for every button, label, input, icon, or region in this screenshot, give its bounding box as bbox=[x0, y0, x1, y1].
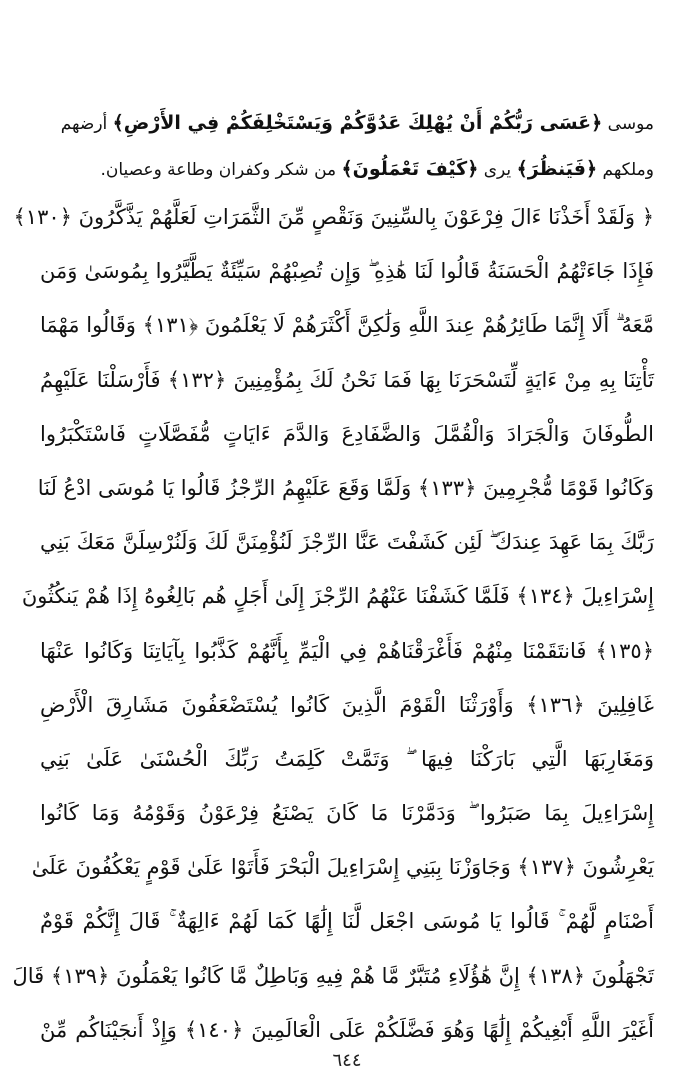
verse-line: أَغَيْرَ اللَّهِ أَبْغِيكُمْ إِلَٰهًا وَهُوَ فَضَّلَكُمْ عَلَى الْعَالَمِينَ ﴿١٤٠﴾ وَإِذْ أَنجَيْنَاكُم مِّنْ bbox=[40, 1017, 654, 1042]
commentary-line-2 bbox=[40, 146, 654, 192]
commentary-text: وملكهم bbox=[597, 160, 654, 180]
verse-line: الطُّوفَانَ وَالْجَرَادَ وَالْقُمَّلَ وَالضَّفَادِعَ وَالدَّمَ ءَايَاتٍ مُّفَصَّلَاتٍ فَاسْتَكْبَرُوا bbox=[40, 421, 654, 446]
commentary-text: يرى bbox=[478, 160, 517, 180]
tafsir-commentary bbox=[40, 100, 654, 192]
verse-line: تَجْهَلُونَ ﴿١٣٨﴾ إِنَّ هَٰؤُلَاءِ مُتَبَّرٌ مَّا هُمْ فِيهِ وَبَاطِلٌ مَّا كَانُوا يَعْمَلُونَ ﴿١٣٩﴾ قَالَ bbox=[12, 963, 654, 988]
verse-line: غَافِلِينَ ﴿١٣٦﴾ وَأَوْرَثْنَا الْقَوْمَ الَّذِينَ كَانُوا يُسْتَضْعَفُونَ مَشَارِقَ الْأَرْضِ bbox=[40, 692, 654, 717]
quran-quote: ﴿عَسَى رَبُّكُمْ أَنْ يُهْلِكَ عَدُوَّكُمْ وَيَسْتَخْلِفَكُمْ فِي الأَرْضِ﴾ bbox=[112, 112, 603, 134]
verse-line: ﴿ وَلَقَدْ أَخَذْنَا ءَالَ فِرْعَوْنَ بِالسِّنِينَ وَنَقْصٍ مِّنَ الثَّمَرَاتِ لَعَلَّهُمْ يَذَّكَّرُونَ ﴿١٣٠﴾ bbox=[13, 205, 654, 229]
quran-quote: ﴿فَيَنظُرَ﴾ bbox=[516, 158, 598, 180]
commentary-text: من شكر وكفران وطاعة وعصيان. bbox=[100, 160, 342, 180]
verse-line: يَعْرِشُونَ ﴿١٣٧﴾ وَجَاوَزْنَا بِبَنِي إِسْرَاءِيلَ الْبَحْرَ فَأَتَوْا عَلَىٰ قَوْمٍ يَعْكُفُونَ عَلَىٰ bbox=[31, 855, 654, 880]
quran-quote: ﴿كَيْفَ تَعْمَلُونَ﴾ bbox=[341, 158, 479, 180]
verse-line: إِسْرَاءِيلَ بِمَا صَبَرُوا ۖ وَدَمَّرْنَا مَا كَانَ يَصْنَعُ فِرْعَوْنُ وَقَوْمُهُ وَمَا كَانُوا bbox=[40, 801, 654, 826]
page-number: ٦٤٤ bbox=[332, 1050, 362, 1071]
verse-line: تَأْتِنَا بِهِ مِنْ ءَايَةٍ لِّتَسْحَرَنَا بِهَا فَمَا نَحْنُ لَكَ بِمُؤْمِنِينَ ﴿١٣٢﴾ فَأَرْسَلْنَا عَلَيْهِمُ bbox=[40, 367, 654, 392]
verse-line: وَكَانُوا قَوْمًا مُّجْرِمِينَ ﴿١٣٣﴾ وَلَمَّا وَقَعَ عَلَيْهِمُ الرِّجْزُ قَالُوا يَا مُوسَى ادْعُ لَنَا bbox=[37, 475, 654, 500]
quran-verses bbox=[12, 190, 654, 1057]
verse-line: إِسْرَاءِيلَ ﴿١٣٤﴾ فَلَمَّا كَشَفْنَا عَنْهُمُ الرِّجْزَ إِلَىٰ أَجَلٍ هُم بَالِغُوهُ إِذَا هُمْ يَنكُثُونَ bbox=[21, 584, 654, 609]
commentary-text: موسى bbox=[602, 114, 654, 134]
verse-line: ﴿١٣٥﴾ فَانتَقَمْنَا مِنْهُمْ فَأَغْرَقْنَاهُمْ فِي الْيَمِّ بِأَنَّهُمْ كَذَّبُوا بِآيَاتِنَا وَكَانُوا عَنْهَا bbox=[40, 638, 654, 663]
commentary-text: أرضهم bbox=[60, 114, 113, 134]
verse-line: فَإِذَا جَاءَتْهُمُ الْحَسَنَةُ قَالُوا لَنَا هَٰذِهِ ۖ وَإِن تُصِبْهُمْ سَيِّئَةٌ يَطَّيَّرُوا بِمُوسَىٰ وَمَن bbox=[40, 259, 654, 284]
commentary-line-1 bbox=[40, 100, 654, 146]
verse-line: مَّعَهُ ۗ أَلَا إِنَّمَا طَائِرُهُمْ عِندَ اللَّهِ وَلَٰكِنَّ أَكْثَرَهُمْ لَا يَعْلَمُونَ ﴿١٣١﴾ وَقَالُوا مَهْمَا bbox=[40, 313, 654, 338]
verse-line: وَمَغَارِبَهَا الَّتِي بَارَكْنَا فِيهَا ۖ وَتَمَّتْ كَلِمَتُ رَبِّكَ الْحُسْنَىٰ عَلَىٰ بَنِي bbox=[40, 746, 654, 771]
verse-line: أَصْنَامٍ لَّهُمْ ۚ قَالُوا يَا مُوسَى اجْعَل لَّنَا إِلَٰهًا كَمَا لَهُمْ ءَالِهَةٌ ۚ قَالَ إِنَّكُمْ قَوْمٌ bbox=[40, 909, 654, 934]
verse-line: رَبَّكَ بِمَا عَهِدَ عِندَكَ ۖ لَئِن كَشَفْتَ عَنَّا الرِّجْزَ لَنُؤْمِنَنَّ لَكَ وَلَنُرْسِلَنَّ مَعَكَ بَنِي bbox=[40, 530, 654, 555]
